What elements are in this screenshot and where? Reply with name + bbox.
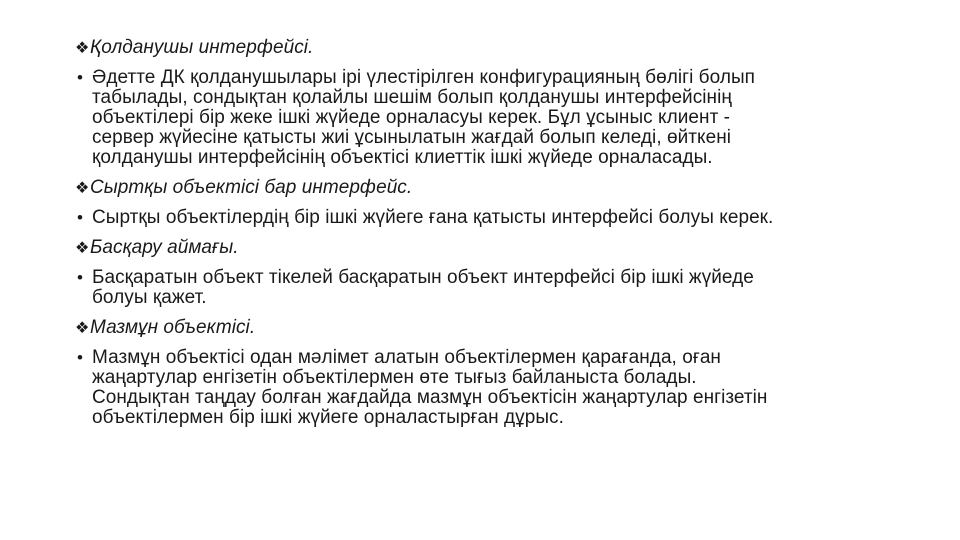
diamond-bullet-icon: ❖	[75, 180, 90, 197]
slide-content	[76, 38, 906, 438]
section-heading-content-object	[76, 318, 906, 338]
section-heading-text: Қолданушы интерфейсі.	[90, 37, 314, 58]
section-body-content-object	[76, 348, 906, 428]
section-heading-text: Сыртқы объектісі бар интерфейс.	[90, 177, 413, 198]
section-body-user-interface	[76, 68, 906, 168]
dot-bullet-icon: •	[77, 208, 84, 227]
diamond-bullet-icon: ❖	[75, 320, 90, 337]
section-body-text: Сыртқы объектілердің бір ішкі жүйеге ғана қатысты интерфейсі болуы керек.	[92, 207, 774, 228]
diamond-bullet-icon: ❖	[75, 240, 90, 257]
section-body-control-area	[76, 268, 906, 308]
section-body-text: Басқаратын объект тікелей басқаратын объект интерфейсі бір ішкі жүйеде болуы қажет.	[92, 267, 754, 308]
section-heading-control-area	[76, 238, 906, 258]
section-heading-text: Басқару аймағы.	[90, 237, 239, 258]
section-heading-text: Мазмұн объектісі.	[90, 317, 256, 338]
section-body-text: Әдетте ДК қолданушылары ірі үлестірілген конфигурацияның бөлігі болып табылады, сондықтан қолайлы шешім болып қолданушы интерфейсінің объектілері бір жеке ішкі жүйеде орналасуы керек. Бұл ұсыныс клиент - сервер жүйесіне қатысты жиі ұсынылатын жағдай болып келеді, өйткені қолданушы интерфейсінің объектісі клиеттік ішкі жүйеде орналасады.	[92, 67, 755, 168]
dot-bullet-icon: •	[77, 348, 84, 367]
dot-bullet-icon: •	[77, 268, 84, 287]
diamond-bullet-icon: ❖	[75, 40, 90, 57]
section-heading-external-object-interface	[76, 178, 906, 198]
dot-bullet-icon: •	[77, 68, 84, 87]
section-heading-user-interface	[76, 38, 906, 58]
section-body-text: Мазмұн объектісі одан мәлімет алатын объектілермен қарағанда, оған жаңартулар енгізетін объектілермен өте тығыз байланыста болады. Сондықтан таңдау болған жағдайда мазмұн объектісін жаңартулар енгізетін объектілермен бір ішкі жүйеге орналастырған дұрыс.	[92, 347, 768, 428]
section-body-external-object-interface	[76, 208, 906, 228]
